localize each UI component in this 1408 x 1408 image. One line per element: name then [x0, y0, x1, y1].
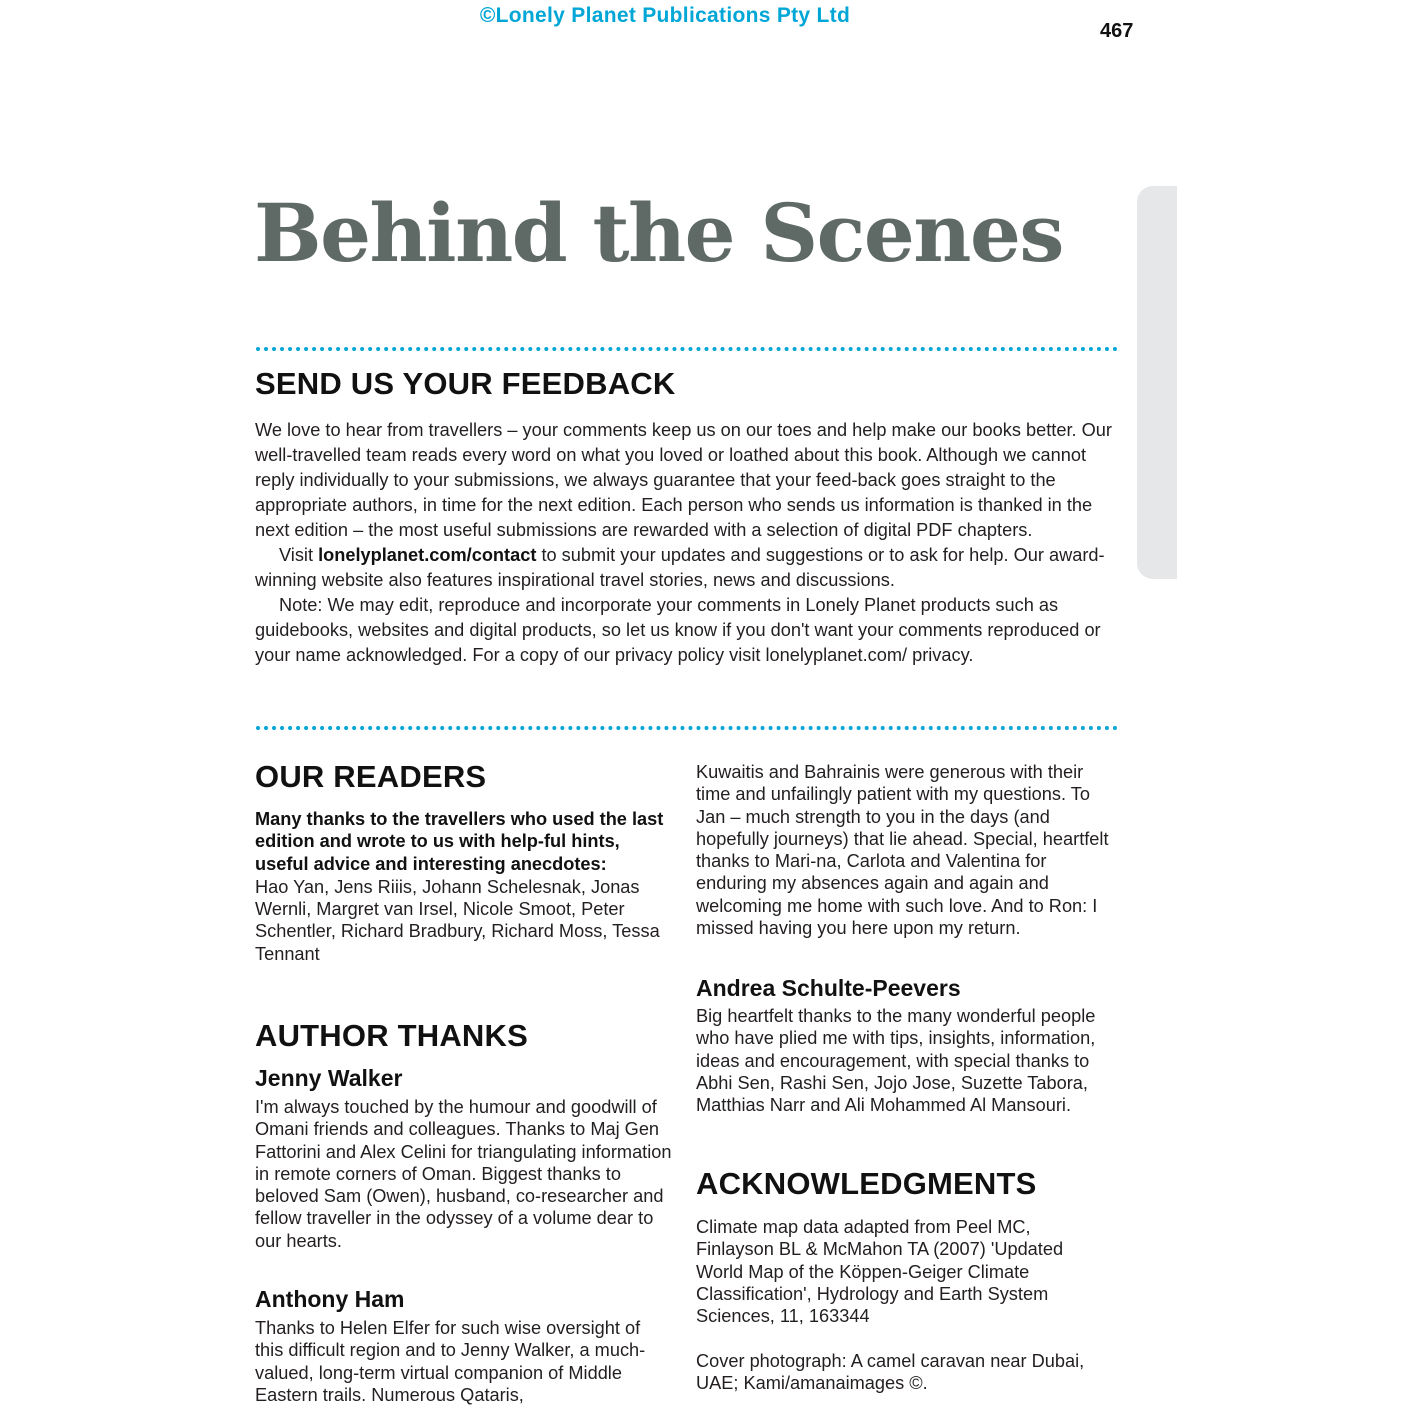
author-name-anthony-ham: Anthony Ham	[255, 1286, 405, 1312]
acknowledgments-cover	[696, 1350, 1096, 1395]
page-title: Behind the Scenes	[254, 186, 1063, 280]
readers-names: Hao Yan, Jens Riiis, Johann Schelesnak, Jonas Wernli, Margret van Irsel, Nicole Smoot, Peter Schentler, Richard Bradbury, Richard Moss, Tessa Tennant	[255, 876, 660, 964]
feedback-paragraph: We love to hear from travellers – your comments keep us on our toes and help make our books better. Our well-travelled team reads every word on what you loved or loathed about this book. Although we cannot reply individually to your submissions, we always guarantee that your feed-back goes straight to the appropriate authors, in time for the next edition. Each person who sends us information is thanked in the next edition – the most useful submissions are rewarded with a selection of digital PDF chapters.	[255, 420, 1112, 540]
page-number: 467	[1100, 20, 1134, 42]
dotted-divider-top	[256, 347, 1118, 351]
contact-link[interactable]: lonelyplanet.com/contact	[318, 545, 537, 565]
author-name-andrea-schulte-peevers: Andrea Schulte-Peevers	[696, 975, 961, 1001]
author-thanks-anthony-ham-continued	[696, 761, 1112, 939]
dotted-divider-bottom	[256, 726, 1118, 730]
cover-credit: Cover photograph: A camel caravan near Dubai, UAE; Kami/amanaimages ©.	[696, 1351, 1085, 1394]
acknowledgments-heading: ACKNOWLEDGMENTS	[696, 1166, 1037, 1201]
author-thanks-text-continued: Kuwaitis and Bahrainis were generous with their time and unfailingly patient with my questions. To Jan – much strength to you in the days (and hopefully journeys) that lie ahead. Special, heartfelt thanks to Mari-na, Carlota and Valentina for enduring my absences again and again and welcoming me home with such love. And to Ron: I missed having you here upon my return.	[696, 762, 1109, 939]
feedback-body	[255, 418, 1121, 668]
readers-heading: OUR READERS	[255, 759, 487, 794]
feedback-paragraph-note: Note: We may edit, reproduce and incorporate your comments in Lonely Planet products such as guidebooks, websites and digital products, so let us know if you don't want your comments reproduced or your name acknowledged. For a copy of our privacy policy visit lonelyplanet.com/ privacy.	[255, 595, 1101, 665]
acknowledgments-climate	[696, 1216, 1112, 1327]
author-thanks-jenny-walker	[255, 1096, 675, 1252]
thumb-index-tab	[1137, 186, 1177, 579]
author-name-jenny-walker: Jenny Walker	[255, 1065, 403, 1091]
copyright-notice: ©Lonely Planet Publications Pty Ltd	[479, 4, 851, 27]
author-thanks-text: Big heartfelt thanks to the many wonderful people who have plied me with tips, insights, information, ideas and encouragement, with special thanks to Abhi Sen, Rashi Sen, Jojo Jose, Suzette Tabora, Matthias Narr and Ali Mohammed Al Mansouri.	[696, 1006, 1096, 1116]
author-thanks-andrea-schulte-peevers	[696, 1005, 1104, 1116]
author-thanks-text: Thanks to Helen Elfer for such wise oversight of this difficult region and to Jenny Walker, a much-valued, long-term virtual companion of Middle Eastern trails. Numerous Qataris,	[255, 1318, 646, 1405]
readers-lead: Many thanks to the travellers who used the last edition and wrote to us with help-ful hints, useful advice and interesting anecdotes:	[255, 809, 664, 874]
visit-suffix: to submit your updates and suggestions or to ask for help. Our award-winning website also features inspirational travel stories, news and discussions.	[255, 545, 1105, 590]
author-thanks-anthony-ham	[255, 1317, 667, 1406]
readers-section	[255, 808, 673, 965]
visit-prefix: Visit	[279, 545, 319, 565]
climate-credit: Climate map data adapted from Peel MC, Finlayson BL & McMahon TA (2007) 'Updated World Map of the Köppen-Geiger Climate Classification', Hydrology and Earth System Sciences, 11, 163344	[696, 1217, 1064, 1327]
feedback-heading: SEND US YOUR FEEDBACK	[255, 366, 676, 401]
author-thanks-text: I'm always touched by the humour and goodwill of Omani friends and colleagues. Thanks to Maj Gen Fattorini and Alex Celini for triangulating information in remote corners of Oman. Biggest thanks to beloved Sam (Owen), husband, co-researcher and fellow traveller in the odyssey of a volume dear to our hearts.	[255, 1097, 672, 1251]
author-thanks-heading: AUTHOR THANKS	[255, 1018, 528, 1053]
feedback-paragraph-visit	[255, 543, 1121, 593]
